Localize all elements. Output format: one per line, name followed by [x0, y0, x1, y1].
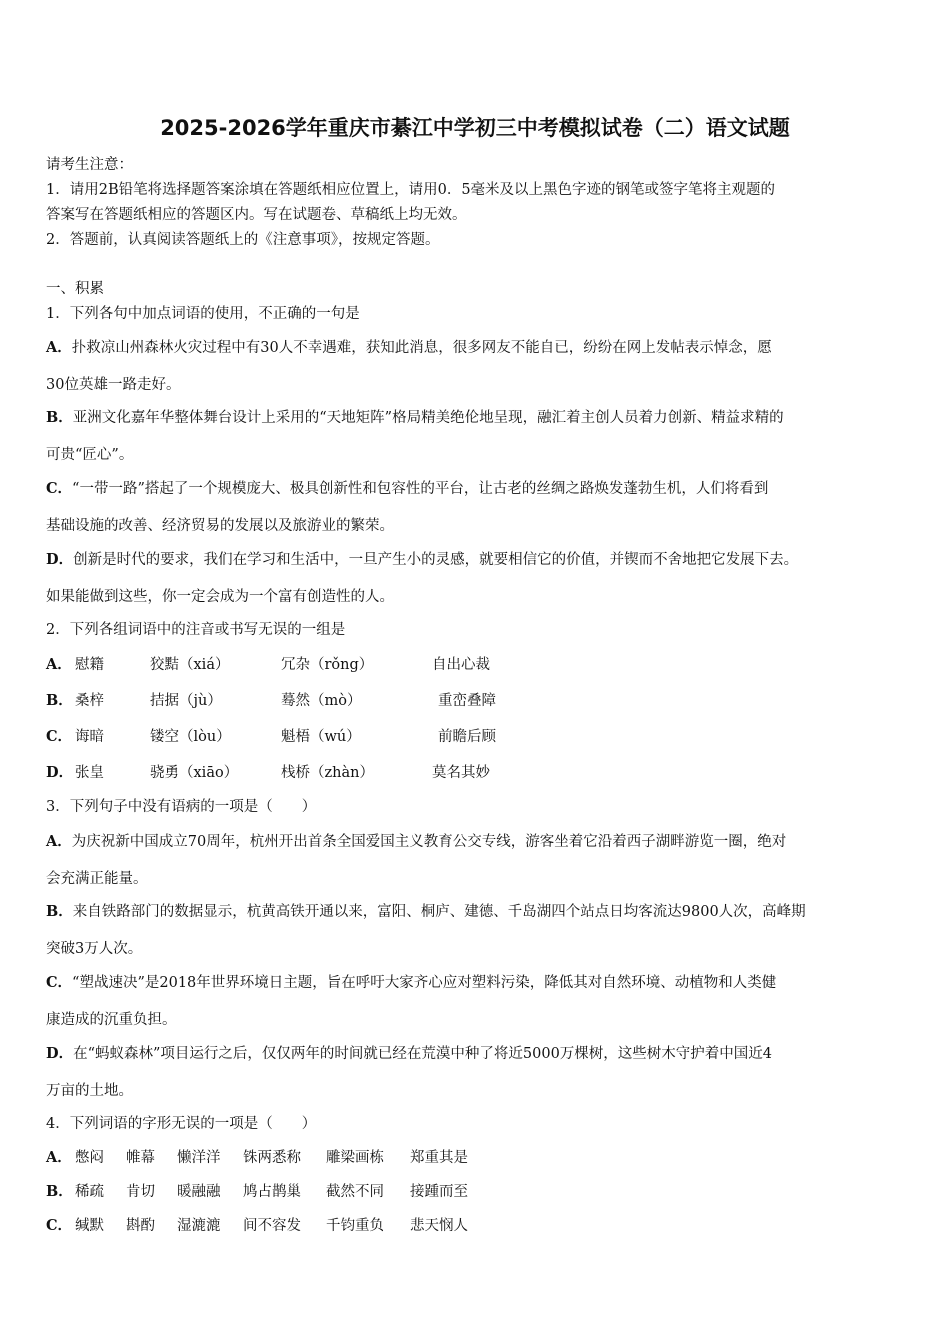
q1-option-a-cont: 30位英雄一路走好。: [46, 377, 181, 393]
word: 缄默: [75, 1218, 104, 1234]
word: 湿漉漉: [177, 1218, 221, 1234]
option-label: A．: [46, 1149, 72, 1166]
q1-option-c: [46, 477, 768, 498]
notice-item-1-cont: 答案写在答题纸相应的答题区内。写在试题卷、草稿纸上均无效。: [46, 207, 467, 223]
word: 重峦叠障: [438, 693, 496, 709]
word: 魁梧（wú）: [281, 729, 361, 745]
word: 斟酌: [126, 1218, 155, 1234]
notice-item-1: 1．请用2B铅笔将选择题答案涂填在答题纸相应位置上，请用0．5毫米及以上黑色字迹的钢笔或签字笔将主观题的: [46, 182, 776, 198]
word: 镂空（lòu）: [150, 729, 231, 745]
q3-option-b-cont: 突破3万人次。: [46, 941, 143, 957]
q1-option-b-cont: 可贵“匠心”。: [46, 447, 134, 463]
word: 帷幕: [126, 1150, 155, 1166]
q1-option-d: [46, 548, 798, 569]
option-label: B．: [46, 692, 73, 709]
option-label: D．: [46, 1045, 74, 1062]
option-text: “一带一路”搭起了一个规模庞大、极具创新性和包容性的平台，让古老的丝绸之路焕发蓬勃生机，人们将看到: [72, 481, 769, 497]
option-label: D．: [46, 764, 74, 781]
word: 铢两悉称: [243, 1150, 301, 1166]
page-title: 2025-2026学年重庆市綦江中学初三中考模拟试卷（二）语文试题: [160, 116, 790, 140]
section-heading: 一、积累: [46, 281, 104, 297]
q1-stem: 1．下列各句中加点词语的使用，不正确的一句是: [46, 306, 360, 322]
word: 自出心裁: [432, 657, 490, 673]
option-label: A．: [46, 833, 72, 850]
word: 狡黠（xiá）: [150, 657, 230, 673]
q3-option-c: [46, 971, 776, 992]
notice-heading: 请考生注意：: [46, 157, 133, 173]
q1-option-d-cont: 如果能做到这些，你一定会成为一个富有创造性的人。: [46, 589, 394, 605]
notice-item-2: 2．答题前，认真阅读答题纸上的《注意事项》，按规定答题。: [46, 232, 440, 248]
word: 前瞻后顾: [438, 729, 496, 745]
q1-option-c-cont: 基础设施的改善、经济贸易的发展以及旅游业的繁荣。: [46, 518, 394, 534]
option-text: “塑战速决”是2018年世界环境日主题，旨在呼吁大家齐心应对塑料污染，降低其对自然环境、动植物和人类健: [72, 975, 777, 991]
word: 拮据（jù）: [150, 693, 222, 709]
word: 诲暗: [75, 729, 104, 745]
option-label: C．: [46, 974, 73, 991]
word: 栈桥（zhàn）: [281, 765, 374, 781]
option-text: 亚洲文化嘉年华整体舞台设计上采用的“天地矩阵”格局精美绝伦地呈现，融汇着主创人员着力创新、精益求精的: [72, 410, 784, 426]
q2-stem: 2．下列各组词语中的注音或书写无误的一组是: [46, 622, 346, 638]
word: 莫名其妙: [432, 765, 490, 781]
word: 雕梁画栋: [326, 1150, 384, 1166]
word: 懒洋洋: [177, 1150, 221, 1166]
q4-stem: 4．下列词语的字形无误的一项是（ ）: [46, 1116, 317, 1132]
word: 千钧重负: [326, 1218, 384, 1234]
option-text: 来自铁路部门的数据显示，杭黄高铁开通以来，富阳、桐庐、建德、千岛湖四个站点日均客流达9800人次，高峰期: [72, 904, 806, 920]
q1-option-b: [46, 406, 784, 427]
option-label: C．: [46, 1217, 73, 1234]
word: 慰籍: [75, 657, 104, 673]
word: 间不容发: [243, 1218, 301, 1234]
option-text: 为庆祝新中国成立70周年，杭州开出首条全国爱国主义教育公交专线，游客坐着它沿着西子湖畔游览一圈，绝对: [71, 834, 787, 850]
q3-option-a: [46, 830, 786, 851]
word: 桑梓: [75, 693, 104, 709]
word: 张皇: [75, 765, 104, 781]
q3-option-a-cont: 会充满正能量。: [46, 871, 148, 887]
word: 接踵而至: [410, 1184, 468, 1200]
word: 骁勇（xiāo）: [150, 765, 239, 781]
option-label: C．: [46, 728, 73, 745]
word: 憋闷: [75, 1150, 104, 1166]
word: 截然不同: [326, 1184, 384, 1200]
option-text: 创新是时代的要求，我们在学习和生活中，一旦产生小的灵感，就要相信它的价值，并锲而不舍地把它发展下去。: [73, 552, 799, 568]
option-label: B．: [46, 1183, 73, 1200]
word: 鸠占鹊巢: [243, 1184, 301, 1200]
option-label: A．: [46, 656, 72, 673]
word: 暖融融: [177, 1184, 221, 1200]
word: 郑重其是: [410, 1150, 468, 1166]
q3-option-c-cont: 康造成的沉重负担。: [46, 1012, 177, 1028]
option-label: B．: [46, 409, 73, 426]
option-label: A．: [46, 339, 72, 356]
q3-option-d-cont: 万亩的土地。: [46, 1083, 133, 1099]
q1-option-a: [46, 336, 772, 357]
option-label: B．: [46, 903, 73, 920]
option-text: 在“蚂蚁森林”项目运行之后，仅仅两年的时间就已经在荒漠中种了将近5000万棵树，这些树木守护着中国近4: [73, 1046, 773, 1062]
q3-option-d: [46, 1042, 772, 1063]
word: 蓦然（mò）: [281, 693, 362, 709]
word: 稀疏: [75, 1184, 104, 1200]
option-label: C．: [46, 480, 73, 497]
q3-option-b: [46, 900, 806, 921]
word: 冗杂（rǒng）: [281, 657, 374, 673]
word: 肯切: [126, 1184, 155, 1200]
option-label: D．: [46, 551, 74, 568]
option-text: 扑救凉山州森林火灾过程中有30人不幸遇难，获知此消息，很多网友不能自已，纷纷在网上发帖表示悼念，愿: [71, 340, 772, 356]
q3-stem: 3．下列句子中没有语病的一项是（ ）: [46, 799, 317, 815]
word: 悲天悯人: [410, 1218, 468, 1234]
